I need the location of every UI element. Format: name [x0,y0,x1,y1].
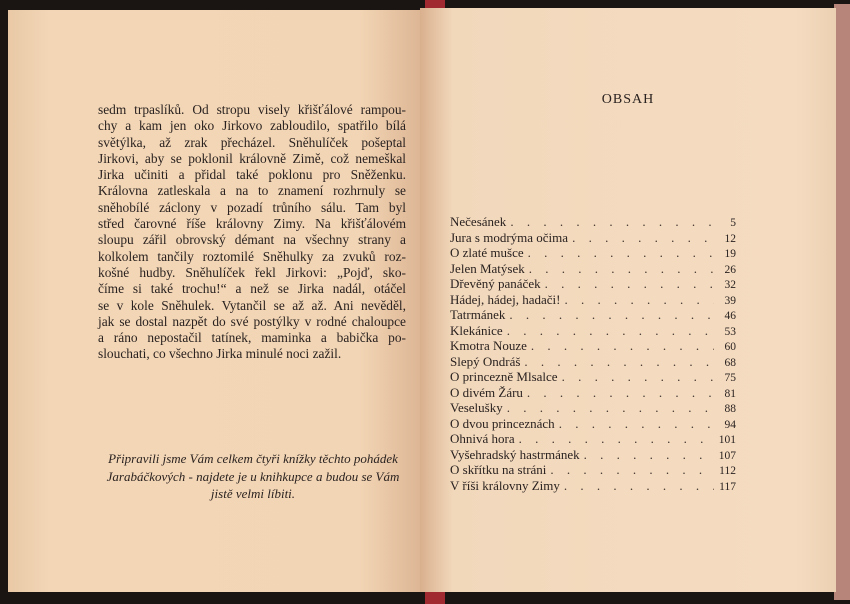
text-line: jak se dostal nazpět do své postýlky v rodné chaloupce [98,313,406,329]
toc-title: O zlaté mušce [450,245,524,260]
contents-title: OBSAH [601,92,655,107]
toc-title: Nečesánek [450,214,507,229]
text-line: sloupu zářil obrovský démant na všechny strany a [98,232,406,248]
story-text [98,102,406,363]
toc-entry [450,307,736,323]
text-line: Jirka učiniti a přidal také poklonu pro Sněženku. [98,167,406,183]
toc-page-number: 46 [724,310,736,322]
text-line: Královna zatleskala a na to znamení rozhrnuly se [98,183,406,199]
toc-page-number: 32 [724,279,736,291]
text-line: sněhobílé záclony v pozadí trůního sálu. Tam byl [98,199,406,215]
toc-entry [450,431,736,447]
toc-page-number: 107 [718,449,736,462]
toc-page-number: 75 [724,372,736,384]
toc-leader-dots [507,323,714,339]
toc-title: Vyšehradský hastrmánek [450,446,580,462]
text-line: Jirkovi, aby se poklonil královně Zimě, což nemeškal [98,150,406,166]
toc-entry [450,338,736,354]
toc-leader-dots [528,245,714,261]
toc-leader-dots [509,307,714,323]
toc-entry [450,369,736,385]
toc-leader-dots [584,447,714,463]
toc-entry [450,230,736,246]
toc-title: Hádej, hádej, hadači! [450,291,561,307]
toc-leader-dots [529,261,714,277]
toc-entry [450,323,736,339]
toc-leader-dots [527,385,714,401]
text-line: sedm trpaslíků. Od stropu visely křišťálové rampou- [98,102,406,117]
toc-page-number: 60 [724,341,736,353]
text-line: kolkolem tančily roztomilé Sněhulky za zvuků roz- [98,248,406,264]
toc-page-number: 39 [724,294,736,307]
toc-entry [450,276,736,292]
toc-entry [450,447,736,463]
toc-leader-dots [545,276,714,292]
toc-title: O skřítku na stráni [450,462,547,477]
toc-leader-dots [510,214,714,230]
toc-title: Klekánice [450,322,503,338]
toc-page-number: 117 [719,480,736,493]
toc-page-number: 94 [724,418,736,431]
text-line: a ráno nepostačil tatínek, maminka a babička po- [98,330,406,346]
toc-entry [450,478,736,494]
book-spine [425,0,445,8]
toc-entry [450,214,736,230]
toc-page-number: 12 [724,232,736,245]
text-line: střed čarovné říše královny Zimy. Na křišťálovém [98,216,406,232]
toc-title: Veselušky [450,400,503,415]
toc-title: V říši královny Zimy [450,477,560,493]
text-line: číme si také trochu!“ a než se Jirka nadál, otáčel [98,281,406,297]
toc-page-number: 5 [730,217,736,229]
toc-entry [450,400,736,416]
toc-entry [450,245,736,261]
table-of-contents [450,214,736,493]
toc-entry [450,416,736,432]
text-line: slouchati, co všechno Jirka minulé noci zažil. [98,346,342,362]
toc-entry [450,354,736,370]
toc-page-number: 26 [724,263,736,276]
toc-title: Tatrmánek [450,307,506,322]
toc-leader-dots [564,478,714,494]
text-line: košné hudby. Sněhulíček řekl Jirkovi: „Pojď, sko- [98,264,406,280]
text-line: světýlka, až zrak přecházel. Sněhulíček pošeptal [98,134,406,150]
book-spine-bottom [425,592,445,604]
toc-page-number: 101 [718,434,736,446]
toc-page-number: 112 [719,465,736,477]
book-cover-edge [834,4,850,600]
toc-leader-dots [550,462,714,478]
toc-title: O princezně Mlsalce [450,369,558,384]
toc-title: Jura s modrýma očima [450,229,569,245]
toc-title: Jelen Matýsek [450,260,525,276]
toc-page-number: 88 [724,403,736,415]
toc-leader-dots [519,431,714,447]
right-page [420,8,836,592]
toc-entry [450,385,736,401]
text-line: chy a kam jen oko Jirkovo zabloudilo, spatřilo bílá [98,118,406,134]
toc-title: Dřevěný panáček [450,276,541,291]
toc-entry [450,462,736,478]
toc-title: O dvou princeznách [450,415,555,431]
left-page [8,10,422,592]
toc-entry [450,261,736,277]
toc-leader-dots [531,338,714,354]
toc-leader-dots [524,354,714,370]
text-line: se v kole Sněhulek. Vytančil se až až. Ani nevěděl, [98,297,406,313]
toc-leader-dots [507,400,714,416]
toc-leader-dots [559,416,714,432]
toc-title: O divém Žáru [450,384,523,400]
toc-leader-dots [564,292,714,308]
toc-leader-dots [562,369,714,385]
toc-page-number: 19 [724,248,736,260]
toc-title: Kmotra Nouze [450,338,527,353]
toc-page-number: 53 [724,325,736,338]
publisher-note: Připravili jsme Vám celkem čtyři knížky těchto pohádek Jarabáčkových - najdete je u knihkupce a budou se Vám jistě velmi líbiti. [106,451,400,501]
toc-leader-dots [572,230,714,246]
toc-entry [450,292,736,308]
toc-page-number: 68 [724,356,736,369]
toc-page-number: 81 [724,387,736,400]
toc-title: Slepý Ondráš [450,353,521,369]
toc-title: Ohnivá hora [450,431,515,446]
